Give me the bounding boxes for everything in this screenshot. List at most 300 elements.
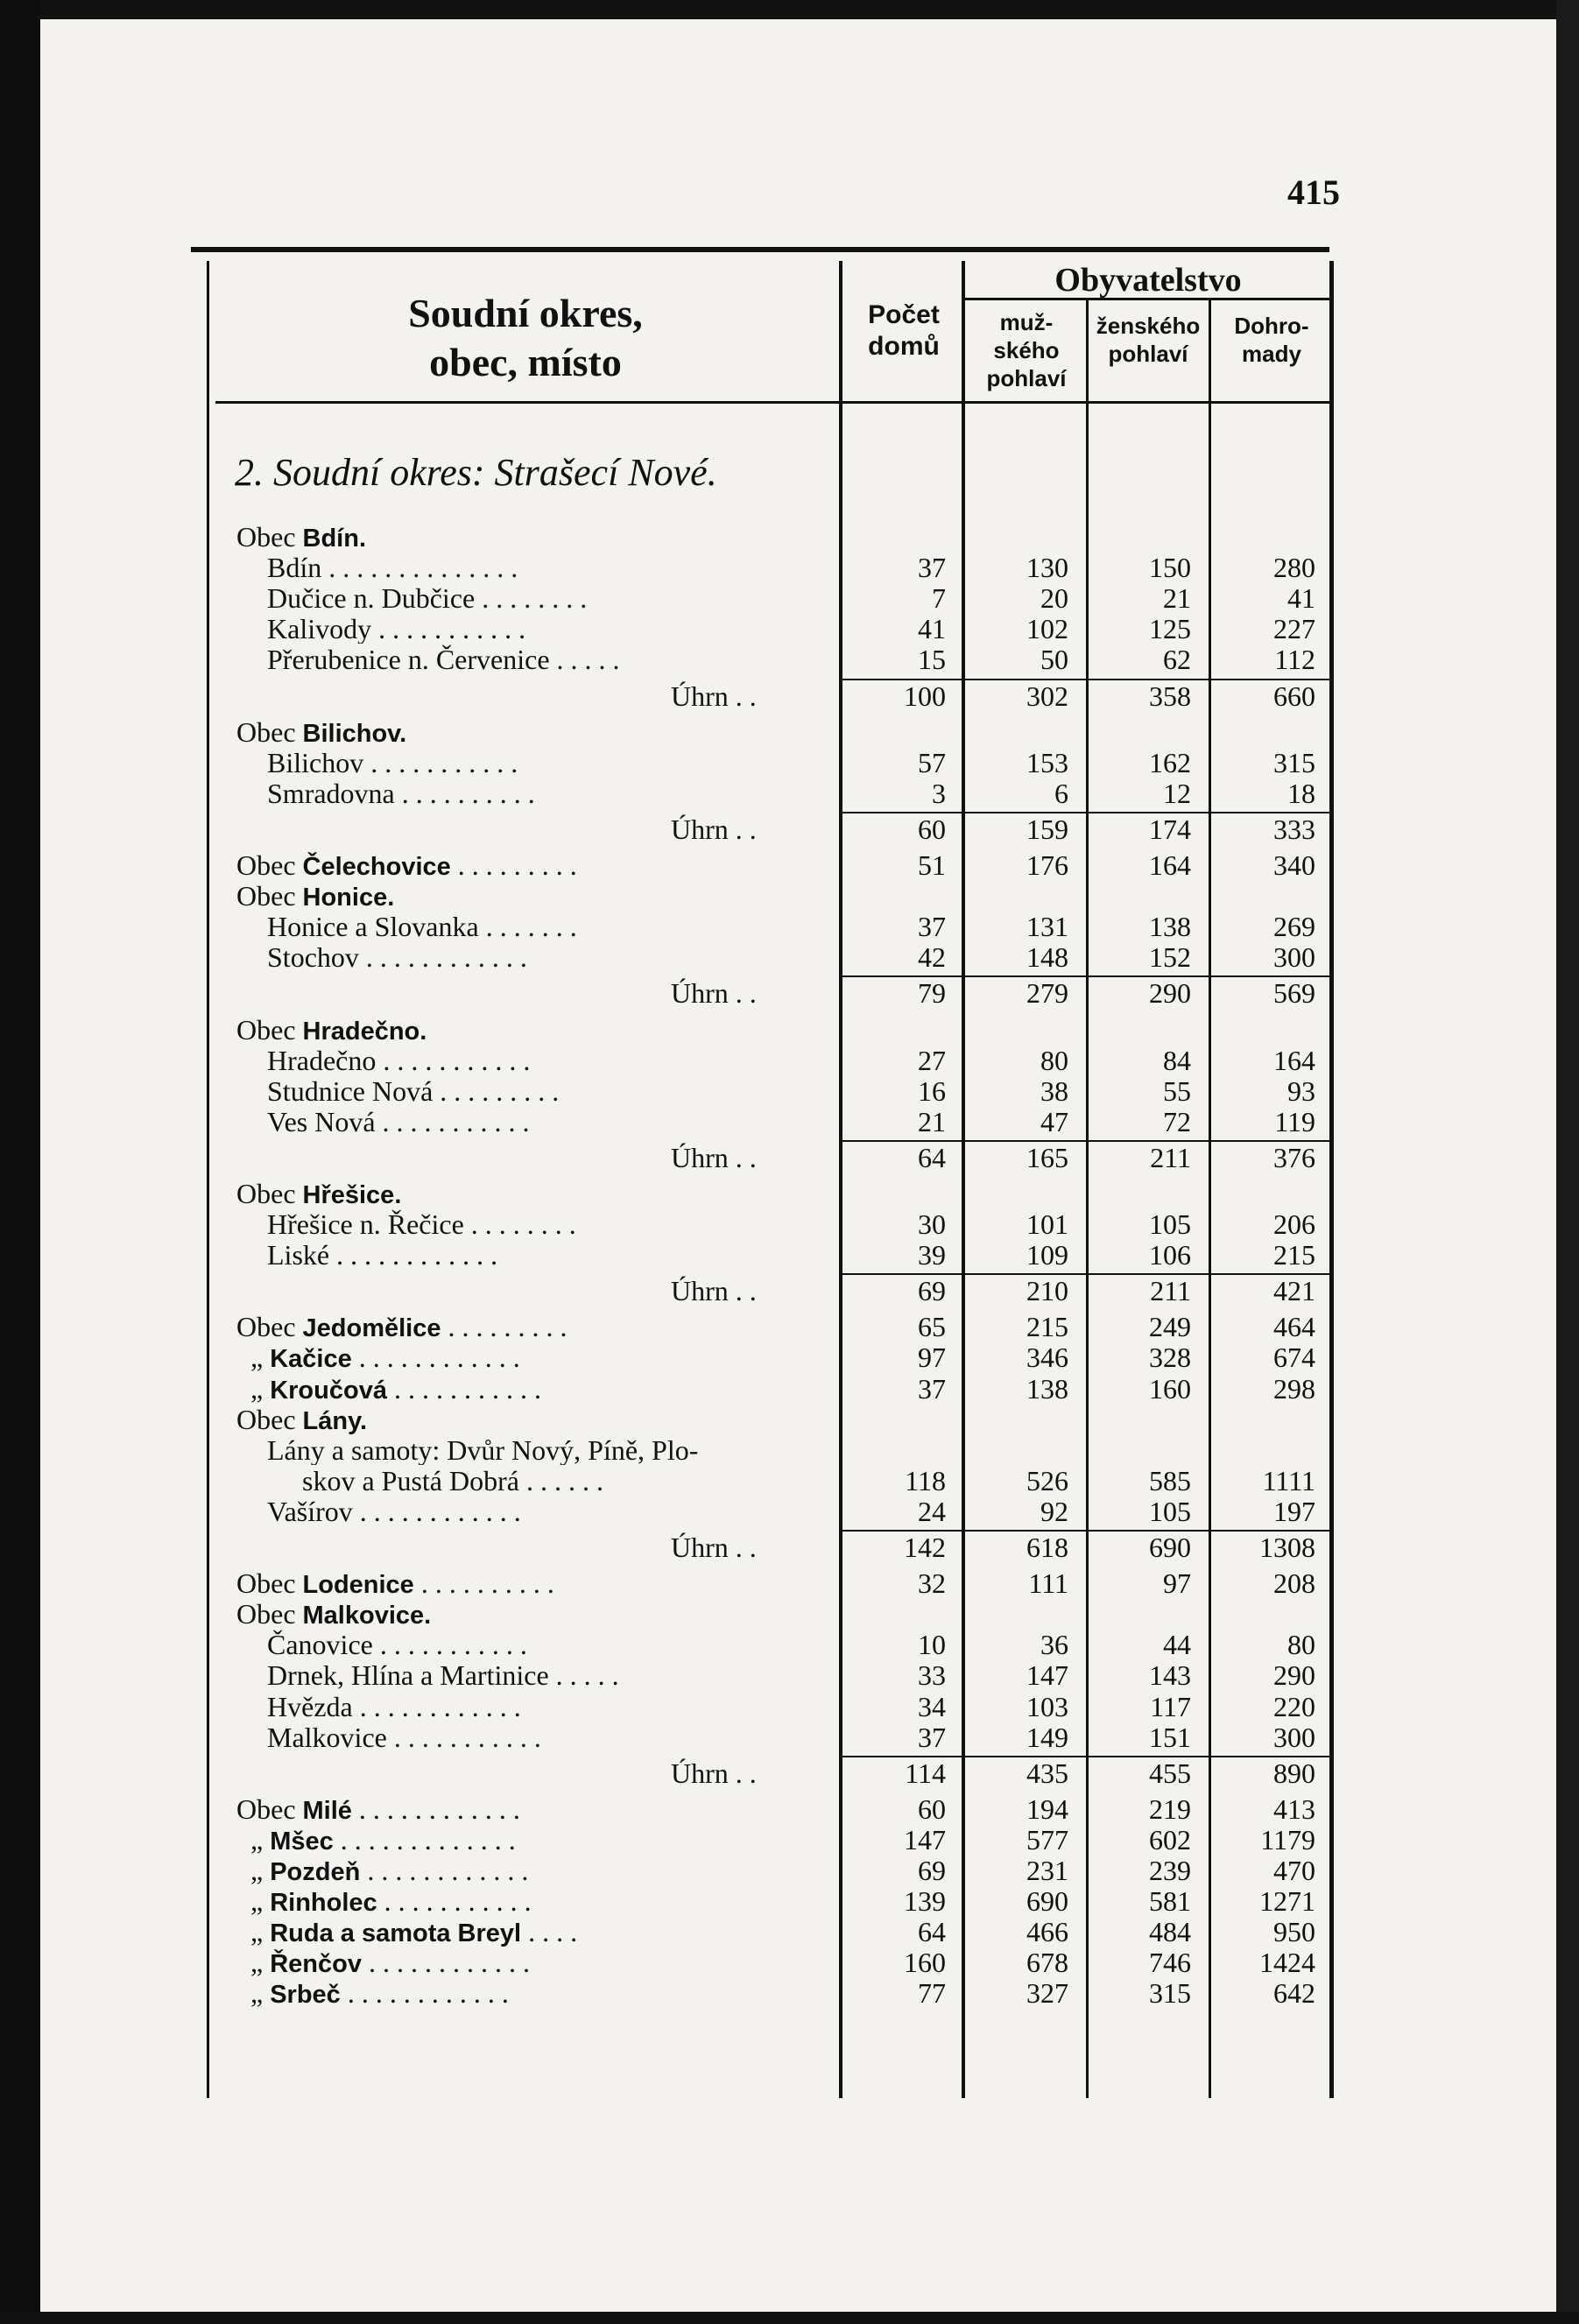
houses-cell: 64 bbox=[918, 1916, 946, 1947]
houses-cell: 16 bbox=[918, 1075, 946, 1107]
table-row bbox=[0, 881, 1579, 911]
place-label: Smradovna . . . . . . . . . . bbox=[267, 778, 535, 808]
male-cell: 6 bbox=[1054, 778, 1068, 809]
female-cell: 602 bbox=[1149, 1824, 1191, 1856]
municipality-label bbox=[236, 1599, 823, 1630]
header-houses-line1: Počet bbox=[868, 300, 940, 329]
municipality-label bbox=[236, 1917, 823, 1948]
sum-rule bbox=[1211, 975, 1329, 977]
sum-rule bbox=[965, 1756, 1086, 1757]
sum-rule bbox=[1089, 1756, 1209, 1757]
municipality-name: Hradečno. bbox=[302, 1018, 427, 1046]
table-row bbox=[0, 717, 1579, 747]
female-cell: 97 bbox=[1163, 1567, 1191, 1599]
municipality-name: Milé bbox=[302, 1797, 352, 1825]
place-label: Kalivody . . . . . . . . . . . bbox=[267, 614, 526, 644]
place-label: Studnice Nová . . . . . . . . . bbox=[267, 1076, 560, 1106]
male-cell: 47 bbox=[1040, 1106, 1068, 1137]
place-label: Honice a Slovanka . . . . . . . bbox=[267, 912, 577, 941]
municipality-label bbox=[236, 1886, 823, 1918]
male-cell: 109 bbox=[1026, 1239, 1068, 1271]
male-cell: 176 bbox=[1026, 849, 1068, 881]
table-row bbox=[0, 1179, 1579, 1208]
municipality-name: Bdín. bbox=[302, 525, 367, 553]
total-cell: 215 bbox=[1273, 1239, 1315, 1271]
female-cell: 328 bbox=[1149, 1342, 1191, 1373]
leader-dots: . . . . . . . . . . . . . bbox=[333, 1825, 516, 1856]
total-cell: 642 bbox=[1273, 1977, 1315, 2009]
total-cell: 197 bbox=[1273, 1496, 1315, 1527]
municipality-name: Honice. bbox=[302, 884, 395, 912]
municipality-prefix: „ bbox=[236, 1947, 271, 1978]
municipality-label bbox=[236, 522, 823, 553]
male-cell: 103 bbox=[1026, 1691, 1068, 1722]
municipality-name: Jedomělice bbox=[302, 1314, 441, 1342]
houses-cell: 147 bbox=[904, 1824, 946, 1856]
male-cell: 111 bbox=[1028, 1567, 1068, 1599]
male-cell: 526 bbox=[1026, 1465, 1068, 1497]
female-cell: 358 bbox=[1149, 680, 1191, 712]
table-row bbox=[0, 614, 1579, 644]
total-cell: 890 bbox=[1273, 1757, 1315, 1789]
table-row bbox=[0, 1107, 1579, 1137]
table-row bbox=[0, 522, 1579, 552]
total-cell: 300 bbox=[1273, 1722, 1315, 1753]
sum-rule bbox=[1211, 1756, 1329, 1757]
male-cell: 279 bbox=[1026, 977, 1068, 1009]
male-cell: 466 bbox=[1026, 1916, 1068, 1947]
houses-cell: 42 bbox=[918, 941, 946, 973]
leader-dots: . . . . . . . . . . . . bbox=[351, 1342, 520, 1373]
table-row bbox=[0, 1143, 1579, 1173]
municipality-name: Srbeč bbox=[270, 1981, 341, 2009]
houses-cell: 79 bbox=[918, 977, 946, 1009]
female-cell: 106 bbox=[1149, 1239, 1191, 1271]
female-cell: 315 bbox=[1149, 1977, 1191, 2009]
table-row bbox=[0, 1405, 1579, 1434]
total-cell: 674 bbox=[1273, 1342, 1315, 1373]
sum-rule bbox=[1089, 679, 1209, 680]
male-cell: 149 bbox=[1026, 1722, 1068, 1753]
total-cell: 269 bbox=[1273, 911, 1315, 942]
sum-rule bbox=[842, 1140, 962, 1142]
female-cell: 164 bbox=[1149, 849, 1191, 881]
total-cell: 300 bbox=[1273, 941, 1315, 973]
female-cell: 211 bbox=[1150, 1275, 1191, 1306]
houses-cell: 7 bbox=[932, 582, 946, 614]
total-cell: 227 bbox=[1273, 613, 1315, 644]
houses-cell: 139 bbox=[904, 1885, 946, 1917]
table-row bbox=[0, 1342, 1579, 1372]
municipality-label bbox=[236, 1947, 823, 1979]
place-label: Bdín . . . . . . . . . . . . . . bbox=[267, 553, 518, 582]
place-label: Bilichov . . . . . . . . . . . bbox=[267, 748, 518, 778]
municipality-label bbox=[236, 1825, 823, 1856]
place-label: Hřešice n. Řečice . . . . . . . . bbox=[267, 1209, 576, 1239]
leader-dots: . . . . . . . . . . bbox=[413, 1568, 554, 1599]
male-cell: 138 bbox=[1026, 1373, 1068, 1405]
female-cell: 62 bbox=[1163, 644, 1191, 675]
sum-rule bbox=[1089, 812, 1209, 813]
municipality-name: Rinholec bbox=[270, 1889, 377, 1917]
male-cell: 302 bbox=[1026, 680, 1068, 712]
total-cell: 1424 bbox=[1259, 1947, 1315, 1978]
total-cell: 464 bbox=[1273, 1311, 1315, 1342]
table-row bbox=[0, 748, 1579, 778]
page-number: 415 bbox=[1287, 173, 1340, 212]
leader-dots: . . . . . . . . . . . . bbox=[361, 1947, 530, 1978]
leader-dots: . . . . . . . . . bbox=[450, 850, 577, 881]
header-male-line3: pohlaví bbox=[986, 365, 1067, 391]
sum-label: Úhrn . . bbox=[671, 681, 757, 711]
municipality-prefix: Obec bbox=[236, 881, 303, 912]
municipality-prefix: Obec bbox=[236, 1312, 303, 1342]
female-cell: 455 bbox=[1149, 1757, 1191, 1789]
municipality-label bbox=[236, 1978, 823, 2010]
female-cell: 55 bbox=[1163, 1075, 1191, 1107]
total-cell: 1111 bbox=[1262, 1465, 1315, 1497]
sum-rule bbox=[1211, 1140, 1329, 1142]
table-row bbox=[0, 1599, 1579, 1629]
female-cell: 690 bbox=[1149, 1532, 1191, 1563]
male-cell: 147 bbox=[1026, 1659, 1068, 1691]
place-label: Drnek, Hlína a Martinice . . . . . bbox=[267, 1660, 619, 1690]
female-cell: 143 bbox=[1149, 1659, 1191, 1691]
municipality-prefix: „ bbox=[236, 1886, 271, 1917]
female-cell: 105 bbox=[1149, 1208, 1191, 1240]
sum-rule bbox=[1089, 1140, 1209, 1142]
female-cell: 174 bbox=[1149, 813, 1191, 845]
female-cell: 484 bbox=[1149, 1916, 1191, 1947]
houses-cell: 37 bbox=[918, 1722, 946, 1753]
total-cell: 376 bbox=[1273, 1142, 1315, 1173]
table-row bbox=[0, 1312, 1579, 1342]
municipality-prefix: Obec bbox=[236, 1015, 303, 1046]
male-cell: 165 bbox=[1026, 1142, 1068, 1173]
header-district-line1: Soudní okres, bbox=[408, 291, 643, 335]
total-cell: 290 bbox=[1273, 1659, 1315, 1691]
municipality-name: Řenčov bbox=[270, 1950, 362, 1978]
female-cell: 105 bbox=[1149, 1496, 1191, 1527]
houses-cell: 15 bbox=[918, 644, 946, 675]
sum-rule bbox=[965, 679, 1086, 680]
male-cell: 327 bbox=[1026, 1977, 1068, 2009]
total-cell: 18 bbox=[1287, 778, 1315, 809]
female-cell: 138 bbox=[1149, 911, 1191, 942]
table-row bbox=[0, 1240, 1579, 1270]
table-row bbox=[0, 1886, 1579, 1916]
table-row bbox=[0, 1532, 1579, 1562]
municipality-prefix: Obec bbox=[236, 717, 303, 748]
table-row bbox=[0, 1568, 1579, 1598]
place-label: Liské . . . . . . . . . . . . bbox=[267, 1240, 498, 1270]
table-row bbox=[0, 1374, 1579, 1404]
place-label: Malkovice . . . . . . . . . . . bbox=[267, 1722, 541, 1752]
sum-rule bbox=[965, 1530, 1086, 1532]
female-cell: 746 bbox=[1149, 1947, 1191, 1978]
female-cell: 581 bbox=[1149, 1885, 1191, 1917]
header-female-line2: pohlaví bbox=[1108, 341, 1188, 367]
place-label: Dučice n. Dubčice . . . . . . . . bbox=[267, 583, 588, 613]
sum-label: Úhrn . . bbox=[671, 1532, 757, 1562]
municipality-name: Čelechovice bbox=[302, 853, 451, 881]
houses-cell: 142 bbox=[904, 1532, 946, 1563]
male-cell: 92 bbox=[1040, 1496, 1068, 1527]
table-row bbox=[0, 1660, 1579, 1690]
total-cell: 112 bbox=[1274, 644, 1315, 675]
municipality-label bbox=[236, 717, 823, 749]
male-cell: 131 bbox=[1026, 911, 1068, 942]
sum-rule bbox=[842, 1273, 962, 1275]
sum-rule bbox=[1089, 1273, 1209, 1275]
houses-cell: 57 bbox=[918, 747, 946, 778]
male-cell: 148 bbox=[1026, 941, 1068, 973]
place-label: Hradečno . . . . . . . . . . . bbox=[267, 1046, 531, 1075]
male-cell: 36 bbox=[1040, 1629, 1068, 1660]
male-cell: 618 bbox=[1026, 1532, 1068, 1563]
table-row bbox=[0, 583, 1579, 613]
houses-cell: 77 bbox=[918, 1977, 946, 2009]
municipality-prefix: „ bbox=[236, 1374, 271, 1405]
male-cell: 153 bbox=[1026, 747, 1068, 778]
leader-dots: . . . . . . . . . . . . bbox=[340, 1978, 509, 2009]
municipality-name: Pozdeň bbox=[270, 1858, 361, 1886]
table-row bbox=[0, 978, 1579, 1008]
table-row bbox=[0, 1794, 1579, 1824]
table-row bbox=[0, 778, 1579, 808]
houses-cell: 37 bbox=[918, 1373, 946, 1405]
municipality-name: Ruda a samota Breyl bbox=[270, 1919, 522, 1947]
municipality-label bbox=[236, 1015, 823, 1046]
houses-cell: 37 bbox=[918, 552, 946, 583]
houses-cell: 64 bbox=[918, 1142, 946, 1173]
table-row bbox=[0, 814, 1579, 844]
sum-label: Úhrn . . bbox=[671, 978, 757, 1008]
female-cell: 162 bbox=[1149, 747, 1191, 778]
houses-cell: 160 bbox=[904, 1947, 946, 1978]
female-cell: 239 bbox=[1149, 1855, 1191, 1886]
sum-label: Úhrn . . bbox=[671, 1276, 757, 1306]
municipality-prefix: Obec bbox=[236, 1794, 303, 1825]
male-cell: 50 bbox=[1040, 644, 1068, 675]
table-row bbox=[0, 681, 1579, 711]
municipality-name: Hřešice. bbox=[302, 1181, 402, 1209]
table-row bbox=[0, 1722, 1579, 1752]
female-cell: 125 bbox=[1149, 613, 1191, 644]
houses-cell: 60 bbox=[918, 813, 946, 845]
sum-rule bbox=[1089, 1530, 1209, 1532]
total-cell: 569 bbox=[1273, 977, 1315, 1009]
total-cell: 950 bbox=[1273, 1916, 1315, 1947]
total-cell: 421 bbox=[1273, 1275, 1315, 1306]
sum-rule bbox=[842, 812, 962, 813]
table-row bbox=[0, 942, 1579, 972]
municipality-label bbox=[236, 1312, 823, 1343]
male-cell: 346 bbox=[1026, 1342, 1068, 1373]
total-cell: 413 bbox=[1273, 1793, 1315, 1825]
municipality-prefix: „ bbox=[236, 1917, 271, 1947]
table-row bbox=[0, 912, 1579, 941]
sum-rule bbox=[1211, 679, 1329, 680]
houses-cell: 10 bbox=[918, 1629, 946, 1660]
houses-cell: 114 bbox=[905, 1757, 946, 1789]
place-label: Přerubenice n. Červenice . . . . . bbox=[267, 644, 620, 674]
table-row bbox=[0, 1825, 1579, 1855]
municipality-prefix: Obec bbox=[236, 1568, 303, 1599]
sum-rule bbox=[1211, 1273, 1329, 1275]
municipality-name: Malkovice. bbox=[302, 1602, 432, 1630]
female-cell: 152 bbox=[1149, 941, 1191, 973]
table-row bbox=[0, 1856, 1579, 1885]
houses-cell: 27 bbox=[918, 1045, 946, 1076]
female-cell: 219 bbox=[1149, 1793, 1191, 1825]
leader-dots: . . . . . . . . . bbox=[441, 1312, 567, 1342]
municipality-name: Kačice bbox=[270, 1345, 352, 1373]
municipality-name: Lodenice bbox=[302, 1571, 414, 1599]
sum-rule bbox=[965, 1140, 1086, 1142]
total-cell: 41 bbox=[1287, 582, 1315, 614]
total-cell: 1271 bbox=[1259, 1885, 1315, 1917]
leader-dots: . . . . . . . . . . . . bbox=[351, 1794, 520, 1825]
houses-cell: 34 bbox=[918, 1691, 946, 1722]
male-cell: 231 bbox=[1026, 1855, 1068, 1886]
total-cell: 208 bbox=[1273, 1567, 1315, 1599]
female-cell: 21 bbox=[1163, 582, 1191, 614]
female-cell: 72 bbox=[1163, 1106, 1191, 1137]
sum-label: Úhrn . . bbox=[671, 1758, 757, 1788]
houses-cell: 100 bbox=[904, 680, 946, 712]
municipality-label bbox=[236, 1179, 823, 1210]
table-row bbox=[0, 1978, 1579, 2008]
male-cell: 215 bbox=[1026, 1311, 1068, 1342]
leader-dots: . . . . bbox=[521, 1917, 578, 1947]
table-row bbox=[0, 553, 1579, 582]
sum-label: Úhrn . . bbox=[671, 1143, 757, 1173]
total-cell: 280 bbox=[1273, 552, 1315, 583]
sum-rule bbox=[965, 1273, 1086, 1275]
header-population: Obyvatelstvo bbox=[1054, 262, 1242, 299]
table-row bbox=[0, 850, 1579, 880]
sum-rule bbox=[1211, 1530, 1329, 1532]
table-row bbox=[0, 1917, 1579, 1947]
municipality-label bbox=[236, 1374, 823, 1405]
female-cell: 160 bbox=[1149, 1373, 1191, 1405]
houses-cell: 24 bbox=[918, 1496, 946, 1527]
total-cell: 298 bbox=[1273, 1373, 1315, 1405]
houses-cell: 32 bbox=[918, 1567, 946, 1599]
municipality-label bbox=[236, 1856, 823, 1887]
houses-cell: 65 bbox=[918, 1311, 946, 1342]
houses-cell: 69 bbox=[918, 1275, 946, 1306]
female-cell: 150 bbox=[1149, 552, 1191, 583]
municipality-prefix: Obec bbox=[236, 850, 303, 881]
houses-cell: 30 bbox=[918, 1208, 946, 1240]
houses-cell: 3 bbox=[932, 778, 946, 809]
total-cell: 1308 bbox=[1259, 1532, 1315, 1563]
sum-rule bbox=[842, 1756, 962, 1757]
male-cell: 101 bbox=[1026, 1208, 1068, 1240]
sum-rule bbox=[842, 975, 962, 977]
total-cell: 333 bbox=[1273, 813, 1315, 845]
municipality-prefix: Obec bbox=[236, 522, 303, 553]
municipality-prefix: Obec bbox=[236, 1599, 303, 1630]
table-row bbox=[0, 1046, 1579, 1075]
male-cell: 690 bbox=[1026, 1885, 1068, 1917]
male-cell: 210 bbox=[1026, 1275, 1068, 1306]
male-cell: 20 bbox=[1040, 582, 1068, 614]
header-district-line2: obec, místo bbox=[429, 340, 622, 384]
header-houses-line2: domů bbox=[868, 332, 940, 361]
table-row bbox=[0, 1015, 1579, 1045]
leader-dots: . . . . . . . . . . . bbox=[386, 1374, 541, 1405]
houses-cell: 51 bbox=[918, 849, 946, 881]
male-cell: 678 bbox=[1026, 1947, 1068, 1978]
table-row bbox=[0, 1497, 1579, 1526]
total-cell: 1179 bbox=[1260, 1824, 1315, 1856]
table-row bbox=[0, 1276, 1579, 1306]
place-label: Ves Nová . . . . . . . . . . . bbox=[267, 1107, 530, 1137]
total-cell: 93 bbox=[1287, 1075, 1315, 1107]
leader-dots: . . . . . . . . . . . . bbox=[360, 1856, 529, 1886]
municipality-prefix: Obec bbox=[236, 1405, 303, 1435]
place-label: skov a Pustá Dobrá . . . . . . bbox=[302, 1466, 603, 1496]
male-cell: 577 bbox=[1026, 1824, 1068, 1856]
sum-rule bbox=[842, 679, 962, 680]
female-cell: 249 bbox=[1149, 1311, 1191, 1342]
sum-rule bbox=[842, 1530, 962, 1532]
municipality-name: Bilichov. bbox=[302, 720, 407, 748]
table-row bbox=[0, 644, 1579, 674]
municipality-name: Lány. bbox=[302, 1407, 368, 1435]
houses-cell: 33 bbox=[918, 1659, 946, 1691]
place-label: Stochov . . . . . . . . . . . . bbox=[267, 942, 527, 972]
total-cell: 340 bbox=[1273, 849, 1315, 881]
houses-cell: 69 bbox=[918, 1855, 946, 1886]
place-label: Vašírov . . . . . . . . . . . . bbox=[267, 1497, 521, 1526]
municipality-label bbox=[236, 850, 823, 882]
municipality-name: Mšec bbox=[270, 1828, 334, 1856]
female-cell: 84 bbox=[1163, 1045, 1191, 1076]
total-cell: 220 bbox=[1273, 1691, 1315, 1722]
table-row bbox=[0, 1692, 1579, 1722]
male-cell: 80 bbox=[1040, 1045, 1068, 1076]
houses-cell: 41 bbox=[918, 613, 946, 644]
female-cell: 12 bbox=[1163, 778, 1191, 809]
header-total-line2: mady bbox=[1242, 341, 1301, 367]
leader-dots: . . . . . . . . . . . bbox=[377, 1886, 532, 1917]
female-cell: 44 bbox=[1163, 1629, 1191, 1660]
section-title: 2. Soudní okres: Strašecí Nové. bbox=[235, 451, 717, 494]
houses-cell: 97 bbox=[918, 1342, 946, 1373]
municipality-prefix: „ bbox=[236, 1342, 271, 1373]
sum-rule bbox=[965, 812, 1086, 813]
houses-cell: 37 bbox=[918, 911, 946, 942]
total-cell: 164 bbox=[1273, 1045, 1315, 1076]
total-cell: 470 bbox=[1273, 1855, 1315, 1886]
houses-cell: 39 bbox=[918, 1239, 946, 1271]
total-cell: 315 bbox=[1273, 747, 1315, 778]
male-cell: 130 bbox=[1026, 552, 1068, 583]
place-label: Čanovice . . . . . . . . . . . bbox=[267, 1630, 527, 1659]
total-cell: 119 bbox=[1274, 1106, 1315, 1137]
total-cell: 206 bbox=[1273, 1208, 1315, 1240]
houses-cell: 118 bbox=[905, 1465, 946, 1497]
table-row bbox=[0, 1076, 1579, 1106]
municipality-prefix: „ bbox=[236, 1825, 271, 1856]
female-cell: 585 bbox=[1149, 1465, 1191, 1497]
municipality-prefix: „ bbox=[236, 1856, 271, 1886]
total-cell: 80 bbox=[1287, 1629, 1315, 1660]
